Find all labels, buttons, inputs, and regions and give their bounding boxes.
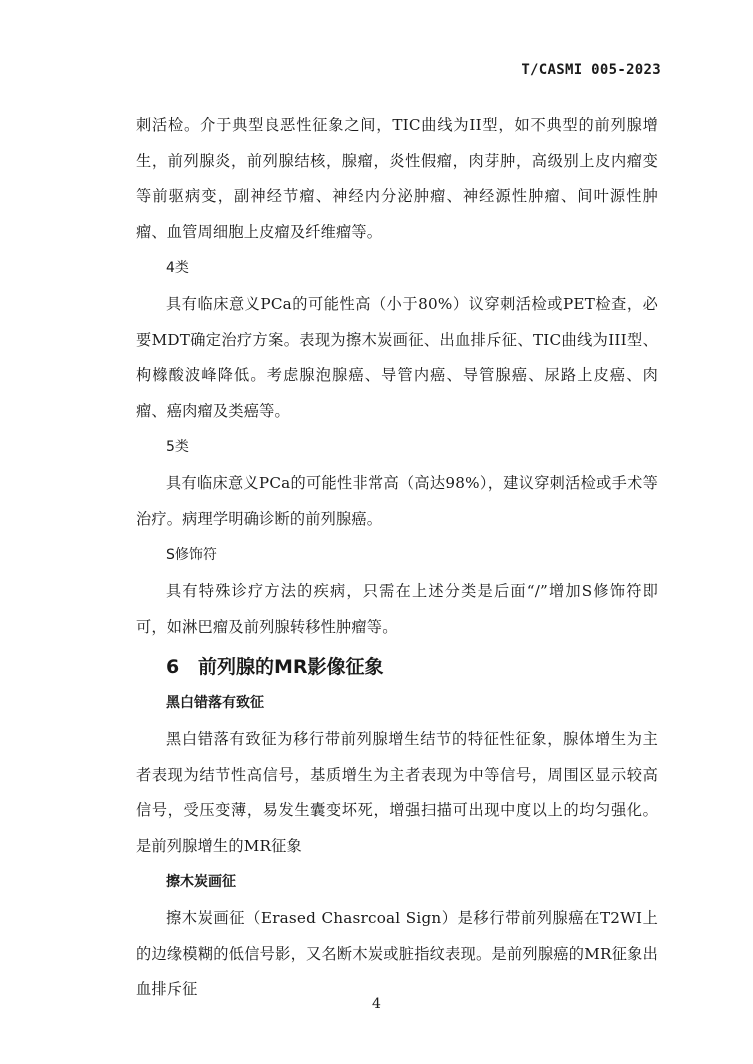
- erased-charcoal-sign-heading: 擦木炭画征: [166, 874, 236, 890]
- page-number: 4: [372, 996, 381, 1012]
- section-6-title: [166, 649, 658, 685]
- black-white-sign-paragraph: 黑白错落有致征为移行带前列腺增生结节的特征性征象，腺体增生为主者表现为结节性高信号，基质增生为主者表现为中等信号，周围区显示较高信号，受压变薄，易发生囊变坏死，增强扫描可出现中度以上的均匀强化。是前列腺增生的MR征象: [136, 730, 658, 855]
- black-white-sign-heading: 黑白错落有致征: [166, 695, 264, 711]
- s-modifier-paragraph: 具有特殊诊疗方法的疾病，只需在上述分类是后面“/”增加S修饰符即可，如淋巴瘤及前列腺转移性肿瘤等。: [136, 582, 658, 636]
- section-number: 6: [166, 656, 180, 678]
- category-5-heading: 5类: [166, 439, 189, 455]
- paragraph-continued: 刺活检。介于典型良恶性征象之间，TIC曲线为II型，如不典型的前列腺增生，前列腺炎，前列腺结核，腺瘤，炎性假瘤，肉芽肿，高级别上皮内瘤变等前驱病变，副神经节瘤、神经内分泌肿瘤、神经源性肿瘤、间叶源性肿瘤、血管周细胞上皮瘤及纤维瘤等。: [136, 116, 658, 241]
- standard-code-header: T/CASMI 005-2023: [521, 62, 661, 78]
- erased-charcoal-sign-paragraph: 擦木炭画征（Erased Chasrcoal Sign）是移行带前列腺癌在T2WI上的边缘模糊的低信号影，又名断木炭或脏指纹表现。是前列腺癌的MR征象出血排斥征: [136, 909, 658, 998]
- page-body: [136, 108, 658, 1008]
- s-modifier-heading: S修饰符: [166, 547, 217, 563]
- section-title-text: 前列腺的MR影像征象: [198, 656, 384, 678]
- category-5-paragraph: 具有临床意义PCa的可能性非常高（高达98%），建议穿刺活检或手术等治疗。病理学明确诊断的前列腺癌。: [136, 474, 658, 528]
- category-4-paragraph: 具有临床意义PCa的可能性高（小于80%）议穿刺活检或PET检查，必要MDT确定治疗方案。表现为擦木炭画征、出血排斥征、TIC曲线为III型、枸橼酸波峰降低。考虑腺泡腺癌、导管内癌、导管腺癌、尿路上皮癌、肉瘤、癌肉瘤及类癌等。: [136, 295, 658, 420]
- category-4-heading: 4类: [166, 260, 189, 276]
